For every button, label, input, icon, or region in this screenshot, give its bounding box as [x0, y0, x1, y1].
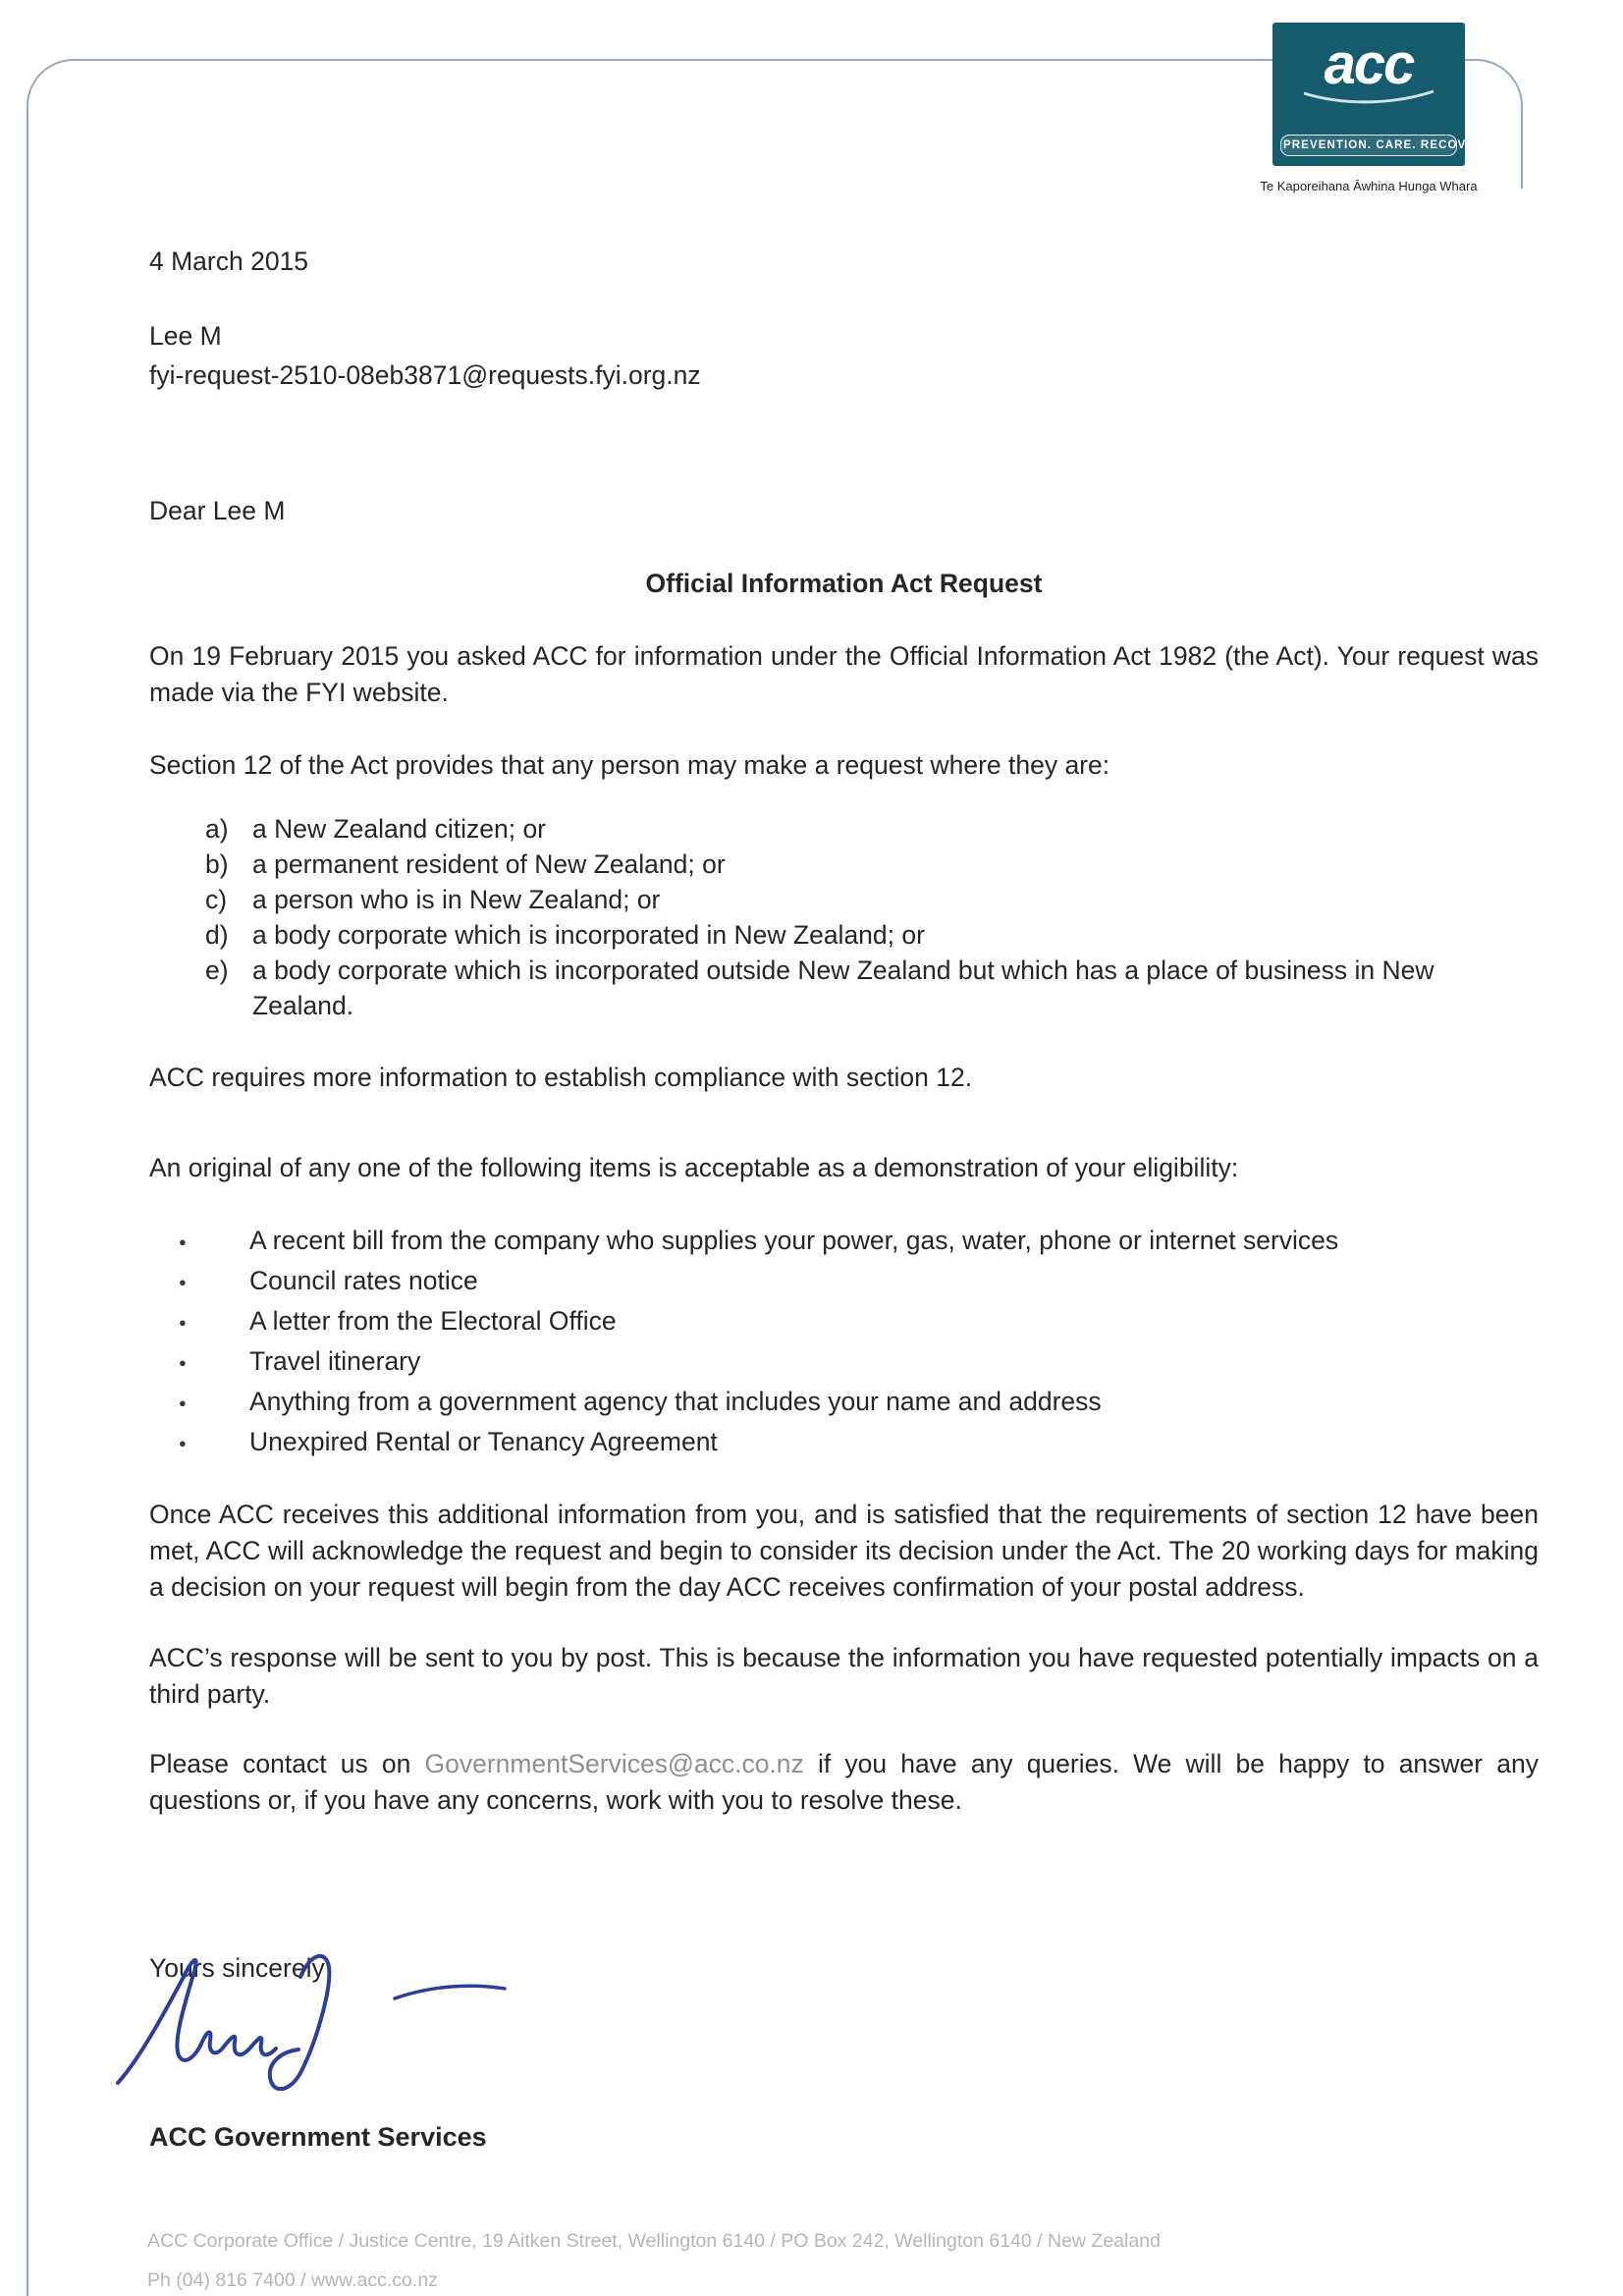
- list-item: [149, 1263, 1539, 1303]
- list-item: [149, 917, 1539, 953]
- bullet-list: [149, 1223, 1539, 1464]
- bullet-icon: [179, 1303, 249, 1343]
- bullet-icon: [179, 1263, 249, 1303]
- letter-footer: [147, 2221, 1161, 2296]
- list-item-text: a person who is in New Zealand; or: [252, 885, 661, 914]
- list-item-label: d): [205, 920, 229, 950]
- signature-handwriting: [108, 1940, 520, 2106]
- list-item-label: a): [205, 814, 229, 844]
- acc-logo-box: [1272, 23, 1495, 166]
- contact-text-post: if you have any queries. We will be happy to answer any questions or, if you have any concerns, work with you to resolve these.: [149, 1749, 1539, 1815]
- list-item-text: Council rates notice: [249, 1266, 478, 1295]
- letterhead-border-corner: [1472, 59, 1523, 189]
- letter-title: Official Information Act Request: [645, 569, 1043, 598]
- signature-block: [149, 1987, 1539, 2119]
- acc-logo-wordmark: acc: [1324, 32, 1414, 96]
- list-item-label: e): [205, 956, 229, 985]
- acc-logo-swoosh-icon: [1300, 89, 1437, 105]
- closing: Yours sincerely: [149, 1953, 325, 1983]
- recipient-block: [149, 316, 1539, 395]
- letter-body: [149, 244, 1539, 2192]
- list-item-label: b): [205, 849, 229, 879]
- list-item-text: a body corporate which is incorporated outside New Zealand but which has a place of business in New Zealand.: [252, 956, 1434, 1020]
- letter-date: 4 March 2015: [149, 246, 309, 276]
- list-item: [149, 811, 1539, 847]
- list-item: [149, 953, 1539, 1023]
- recipient-name: Lee M: [149, 321, 222, 351]
- lettered-list: [149, 811, 1539, 1023]
- list-item-label: c): [205, 885, 228, 914]
- sender-name: ACC Government Services: [149, 2122, 487, 2152]
- list-item-text: A recent bill from the company who supplies your power, gas, water, phone or internet services: [249, 1226, 1339, 1255]
- salutation: Dear Lee M: [149, 496, 286, 525]
- contact-text-pre: Please contact us on: [149, 1749, 425, 1778]
- list-item-text: a permanent resident of New Zealand; or: [252, 849, 726, 879]
- acc-logo-banner: PREVENTION. CARE. RECOVERY.: [1280, 135, 1457, 156]
- paragraph-intro: On 19 February 2015 you asked ACC for information under the Official Information Act 1982 (the Act). Your request was made via the FYI website.: [149, 641, 1539, 707]
- paragraph-post-response: ACC’s response will be sent to you by post. This is because the information you have requested potentially impacts on a third party.: [149, 1643, 1539, 1709]
- list-item: [149, 882, 1539, 917]
- acc-logo-maori-name: Te Kaporeihana Āwhina Hunga Whara: [1260, 179, 1478, 193]
- list-item: [149, 1384, 1539, 1424]
- paragraph-next-steps: Once ACC receives this additional information from you, and is satisfied that the requirements of section 12 have been met, ACC will acknowledge the request and begin to consider its decision under the Act. The 20 working days for making a decision on your request will begin from the day ACC receives confirmation of your postal address.: [149, 1500, 1539, 1602]
- bullet-icon: [179, 1424, 249, 1464]
- bullet-icon: [179, 1343, 249, 1384]
- list-item-text: Unexpired Rental or Tenancy Agreement: [249, 1427, 718, 1456]
- list-item-text: a body corporate which is incorporated in New Zealand; or: [252, 920, 925, 950]
- bullet-icon: [179, 1223, 249, 1263]
- footer-address: ACC Corporate Office / Justice Centre, 19 Aitken Street, Wellington 6140 / PO Box 242, Wellington 6140 / New Zealand: [147, 2230, 1161, 2252]
- list-item: [149, 1303, 1539, 1343]
- recipient-email: fyi-request-2510-08eb3871@requests.fyi.org.nz: [149, 360, 701, 390]
- paragraph-eligibility: An original of any one of the following items is acceptable as a demonstration of your eligibility:: [149, 1153, 1239, 1182]
- list-item: [149, 1424, 1539, 1464]
- acc-logo: [1260, 23, 1495, 193]
- bullet-icon: [179, 1384, 249, 1424]
- footer-contact: Ph (04) 816 7400 / www.acc.co.nz: [147, 2269, 438, 2291]
- list-item-text: Travel itinerary: [249, 1346, 421, 1376]
- paragraph-contact: [149, 1746, 1539, 1819]
- list-item: [149, 1343, 1539, 1384]
- list-item-text: a New Zealand citizen; or: [252, 814, 547, 844]
- paragraph-section12: Section 12 of the Act provides that any person may make a request where they are:: [149, 750, 1110, 780]
- paragraph-compliance: ACC requires more information to establish compliance with section 12.: [149, 1063, 973, 1092]
- list-item: [149, 1223, 1539, 1263]
- list-item-text: Anything from a government agency that includes your name and address: [249, 1387, 1102, 1416]
- list-item: [149, 847, 1539, 882]
- contact-email: GovernmentServices@acc.co.nz: [424, 1749, 804, 1778]
- list-item-text: A letter from the Electoral Office: [249, 1306, 617, 1336]
